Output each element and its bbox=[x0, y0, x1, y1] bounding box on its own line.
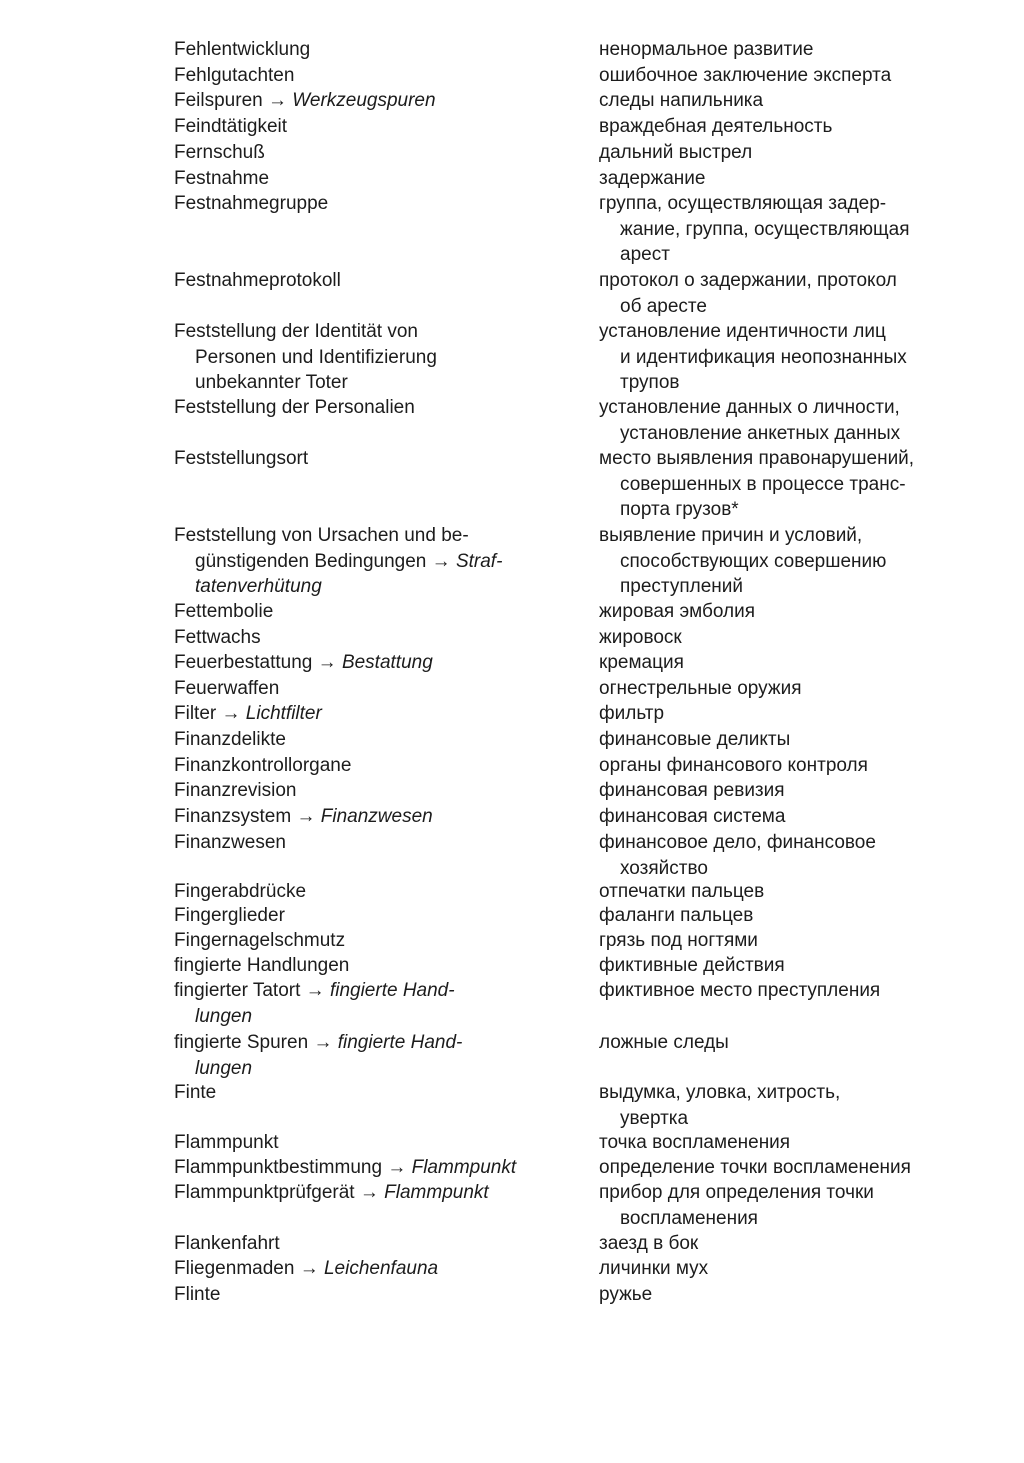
term-text: Fettwachs bbox=[174, 627, 261, 648]
russian-translation bbox=[599, 804, 979, 830]
german-term-line bbox=[174, 549, 554, 575]
term-text: Festnahmegruppe bbox=[174, 193, 329, 214]
german-term-line bbox=[174, 778, 554, 804]
russian-translation-line: грязь под ногтями bbox=[599, 930, 758, 951]
german-term bbox=[174, 778, 554, 804]
german-term-line bbox=[174, 63, 554, 89]
russian-translation-line: задержание bbox=[599, 168, 706, 189]
russian-translation bbox=[599, 727, 979, 753]
german-term bbox=[174, 1080, 554, 1106]
term-text: fingierte Spuren bbox=[174, 1032, 309, 1053]
russian-translation-line: жировая эмболия bbox=[599, 601, 756, 622]
term-text: Feuerwaffen bbox=[174, 678, 280, 699]
german-term bbox=[174, 166, 554, 192]
cross-reference: lungen bbox=[195, 1005, 253, 1027]
russian-translation bbox=[599, 879, 979, 905]
russian-translation bbox=[599, 676, 979, 702]
russian-translation-line: преступлений bbox=[620, 576, 743, 597]
russian-translation-line: фильтр bbox=[599, 703, 665, 724]
russian-translation-line: установление анкетных данных bbox=[620, 422, 901, 444]
russian-translation bbox=[599, 978, 979, 1004]
term-text: Festnahme bbox=[174, 168, 270, 189]
russian-translation bbox=[599, 446, 979, 523]
cross-reference: tatenverhütung bbox=[195, 576, 322, 597]
term-text: fingierter Tatort bbox=[174, 980, 301, 1001]
term-text: Flinte bbox=[174, 1284, 221, 1305]
german-term bbox=[174, 928, 554, 954]
german-term-line bbox=[174, 753, 554, 779]
russian-translation bbox=[599, 395, 979, 446]
german-term-line bbox=[174, 1231, 554, 1257]
german-term-line bbox=[174, 114, 554, 140]
russian-translation-line: фиктивное место преступления bbox=[599, 980, 881, 1001]
russian-translation bbox=[599, 903, 979, 929]
russian-translation bbox=[599, 1180, 979, 1231]
russian-translation-line: органы финансового контроля bbox=[599, 755, 868, 776]
term-text: Fingerabdrücke bbox=[174, 881, 307, 902]
russian-translation bbox=[599, 753, 979, 779]
german-term bbox=[174, 1231, 554, 1257]
german-term-line bbox=[174, 1030, 554, 1056]
term-text: Feststellungsort bbox=[174, 448, 309, 469]
arrow-icon: → bbox=[221, 703, 241, 724]
term-text: Fernschuß bbox=[174, 142, 265, 163]
russian-translation-line: ненормальное развитие bbox=[599, 39, 814, 60]
russian-translation-line: огнестрельные оружия bbox=[599, 678, 802, 699]
russian-translation-line: протокол о задержании, протокол bbox=[599, 270, 897, 291]
german-term-line bbox=[174, 574, 554, 600]
russian-translation-line: место выявления правонарушений, bbox=[599, 448, 915, 469]
russian-translation bbox=[599, 650, 979, 676]
term-text: Fliegenmaden bbox=[174, 1258, 295, 1279]
german-term-line bbox=[174, 879, 554, 905]
term-text: Fehlgutachten bbox=[174, 65, 295, 86]
russian-translation-line: порта грузов* bbox=[620, 499, 739, 520]
russian-translation bbox=[599, 1256, 979, 1282]
term-text: Finanzrevision bbox=[174, 780, 297, 801]
german-term-line bbox=[174, 1180, 554, 1206]
german-term-line bbox=[174, 523, 554, 549]
german-term bbox=[174, 625, 554, 651]
russian-translation bbox=[599, 1130, 979, 1156]
russian-translation bbox=[599, 140, 979, 166]
term-text: Fettembolie bbox=[174, 601, 274, 622]
russian-translation-line: жание, группа, осуществляющая bbox=[620, 218, 910, 240]
german-term-line bbox=[174, 727, 554, 753]
german-term-line bbox=[174, 1282, 554, 1308]
russian-translation-line: и идентификация неопознанных bbox=[620, 346, 907, 368]
german-term bbox=[174, 1130, 554, 1156]
german-term bbox=[174, 727, 554, 753]
german-term bbox=[174, 63, 554, 89]
russian-translation-line: установление данных о личности, bbox=[599, 397, 900, 418]
german-term-line bbox=[174, 928, 554, 954]
german-term bbox=[174, 523, 554, 600]
arrow-icon: → bbox=[387, 1157, 407, 1178]
term-text: Festnahmeprotokoll bbox=[174, 270, 341, 291]
german-term bbox=[174, 701, 554, 727]
arrow-icon: → bbox=[305, 980, 325, 1001]
cross-reference: Bestattung bbox=[341, 652, 433, 673]
german-term bbox=[174, 88, 554, 114]
russian-translation bbox=[599, 37, 979, 63]
russian-translation-line: финансовые деликты bbox=[599, 729, 791, 750]
german-term-line bbox=[174, 395, 554, 421]
german-term-line bbox=[174, 903, 554, 929]
russian-translation-line: личинки мух bbox=[599, 1258, 709, 1279]
russian-translation-line: отпечатки пальцев bbox=[599, 881, 765, 902]
german-term bbox=[174, 650, 554, 676]
german-term-line bbox=[174, 953, 554, 979]
russian-translation bbox=[599, 1231, 979, 1257]
russian-translation-line: выдумка, уловка, хитрость, bbox=[599, 1082, 841, 1103]
term-text: Fingernagelschmutz bbox=[174, 930, 346, 951]
german-term-line bbox=[174, 370, 554, 396]
arrow-icon: → bbox=[268, 90, 287, 111]
german-term-line bbox=[174, 166, 554, 192]
russian-translation-line: финансовая система bbox=[599, 806, 786, 827]
german-term bbox=[174, 953, 554, 979]
german-term-line bbox=[174, 599, 554, 625]
russian-translation bbox=[599, 778, 979, 804]
german-term-line bbox=[174, 830, 554, 856]
cross-reference: lungen bbox=[195, 1057, 253, 1079]
german-term-line bbox=[174, 1130, 554, 1156]
german-term bbox=[174, 830, 554, 856]
arrow-icon: → bbox=[313, 1032, 333, 1053]
russian-translation-line: прибор для определения точки bbox=[599, 1182, 874, 1203]
russian-translation bbox=[599, 523, 979, 600]
cross-reference: Lichtfilter bbox=[245, 703, 322, 724]
russian-translation-line: трупов bbox=[620, 372, 680, 393]
russian-translation-line: ружье bbox=[599, 1284, 653, 1305]
russian-translation bbox=[599, 191, 979, 268]
german-term bbox=[174, 1155, 554, 1181]
russian-translation-line: фаланги пальцев bbox=[599, 905, 754, 926]
german-term bbox=[174, 903, 554, 929]
cross-reference: Straf- bbox=[455, 550, 503, 572]
russian-translation-line: воспламенения bbox=[620, 1207, 758, 1229]
term-text: Flammpunktprüfgerät bbox=[174, 1182, 355, 1203]
term-text: Feststellung der Identität von bbox=[174, 321, 418, 342]
russian-translation-line: выявление причин и условий, bbox=[599, 525, 863, 546]
german-term-line bbox=[174, 37, 554, 63]
russian-translation bbox=[599, 166, 979, 192]
german-term-line bbox=[174, 319, 554, 345]
german-term-line bbox=[174, 1080, 554, 1106]
russian-translation bbox=[599, 1030, 979, 1056]
german-term bbox=[174, 753, 554, 779]
russian-translation-line: хозяйство bbox=[620, 857, 708, 879]
term-text: Flankenfahrt bbox=[174, 1233, 280, 1254]
russian-translation bbox=[599, 599, 979, 625]
russian-translation-line: об аресте bbox=[620, 295, 707, 317]
term-text: Flammpunkt bbox=[174, 1132, 279, 1153]
arrow-icon: → bbox=[317, 652, 337, 673]
term-text: Flammpunktbestimmung bbox=[174, 1157, 383, 1178]
cross-reference: Werkzeugspuren bbox=[292, 90, 436, 111]
german-term-line bbox=[174, 268, 554, 294]
german-term bbox=[174, 676, 554, 702]
german-term-line bbox=[174, 1004, 554, 1030]
german-term-line bbox=[174, 345, 554, 371]
russian-translation bbox=[599, 701, 979, 727]
term-text: Feindtätigkeit bbox=[174, 116, 288, 137]
russian-translation bbox=[599, 268, 979, 319]
arrow-icon: → bbox=[431, 550, 451, 572]
term-text: Finanzkontrollorgane bbox=[174, 755, 352, 776]
german-term-line bbox=[174, 701, 554, 727]
term-text: Finanzdelikte bbox=[174, 729, 286, 750]
german-term-line bbox=[174, 1256, 554, 1282]
russian-translation-line: определение точки воспламенения bbox=[599, 1157, 911, 1178]
term-text: Finanzsystem bbox=[174, 806, 292, 827]
term-text: Filter bbox=[174, 703, 217, 724]
russian-translation-line: увертка bbox=[620, 1107, 689, 1129]
term-text: fingierte Handlungen bbox=[174, 955, 350, 976]
russian-translation-line: установление идентичности лиц bbox=[599, 321, 886, 342]
german-term bbox=[174, 1180, 554, 1206]
russian-translation-line: кремация bbox=[599, 652, 684, 673]
russian-translation-line: арест bbox=[620, 244, 670, 265]
cross-reference: Finanzwesen bbox=[320, 806, 433, 827]
term-text: Feilspuren bbox=[174, 90, 263, 111]
arrow-icon: → bbox=[299, 1258, 319, 1279]
russian-translation-line: следы напильника bbox=[599, 90, 764, 111]
german-term-line bbox=[174, 140, 554, 166]
russian-translation-line: группа, осуществляющая задер- bbox=[599, 193, 887, 214]
german-term-line bbox=[174, 88, 554, 114]
german-term bbox=[174, 395, 554, 421]
german-term-line bbox=[174, 1155, 554, 1181]
german-term bbox=[174, 1282, 554, 1308]
russian-translation-line: способствующих совершению bbox=[620, 550, 887, 572]
german-term-line bbox=[174, 625, 554, 651]
term-text: Feststellung der Personalien bbox=[174, 397, 415, 418]
russian-translation bbox=[599, 1282, 979, 1308]
russian-translation-line: фиктивные действия bbox=[599, 955, 785, 976]
german-term bbox=[174, 978, 554, 1029]
russian-translation bbox=[599, 1080, 979, 1131]
russian-translation bbox=[599, 928, 979, 954]
russian-translation-line: ошибочное заключение эксперта bbox=[599, 65, 892, 86]
german-term bbox=[174, 804, 554, 830]
russian-translation-line: финансовая ревизия bbox=[599, 780, 785, 801]
cross-reference: Flammpunkt bbox=[384, 1182, 489, 1203]
term-text: Finanzwesen bbox=[174, 832, 286, 853]
german-term bbox=[174, 114, 554, 140]
term-text: günstigenden Bedingungen bbox=[195, 550, 427, 572]
russian-translation-line: заезд в бок bbox=[599, 1233, 699, 1254]
term-text: Finte bbox=[174, 1082, 217, 1103]
russian-translation bbox=[599, 953, 979, 979]
russian-translation bbox=[599, 114, 979, 140]
arrow-icon: → bbox=[296, 806, 316, 827]
cross-reference: fingierte Hand- bbox=[337, 1032, 463, 1053]
term-text: Fingerglieder bbox=[174, 905, 285, 926]
russian-translation-line: дальний выстрел bbox=[599, 142, 753, 163]
russian-translation bbox=[599, 88, 979, 114]
german-term-line bbox=[174, 804, 554, 830]
russian-translation bbox=[599, 830, 979, 881]
russian-translation-line: финансовое дело, финансовое bbox=[599, 832, 876, 853]
german-term bbox=[174, 268, 554, 294]
german-term-line bbox=[174, 650, 554, 676]
german-term-line bbox=[174, 676, 554, 702]
russian-translation-line: ложные следы bbox=[599, 1032, 729, 1053]
german-term bbox=[174, 446, 554, 472]
term-text: unbekannter Toter bbox=[195, 372, 348, 393]
german-term bbox=[174, 879, 554, 905]
german-term bbox=[174, 319, 554, 396]
german-term-line bbox=[174, 978, 554, 1004]
arrow-icon: → bbox=[359, 1182, 379, 1203]
german-term-line bbox=[174, 1056, 554, 1082]
term-text: Personen und Identifizierung bbox=[195, 346, 437, 368]
russian-translation bbox=[599, 1155, 979, 1181]
term-text: Feststellung von Ursachen und be- bbox=[174, 525, 469, 546]
cross-reference: Flammpunkt bbox=[411, 1157, 517, 1178]
cross-reference: fingierte Hand- bbox=[329, 980, 455, 1001]
german-term-line bbox=[174, 191, 554, 217]
russian-translation bbox=[599, 63, 979, 89]
russian-translation-line: жировоск bbox=[599, 627, 682, 648]
german-term bbox=[174, 37, 554, 63]
russian-translation-line: точка воспламенения bbox=[599, 1132, 791, 1153]
term-text: Feuerbestattung bbox=[174, 652, 313, 673]
german-term bbox=[174, 1030, 554, 1081]
german-term bbox=[174, 191, 554, 217]
german-term-line bbox=[174, 446, 554, 472]
german-term bbox=[174, 140, 554, 166]
term-text: Fehlentwicklung bbox=[174, 39, 311, 60]
german-term bbox=[174, 1256, 554, 1282]
russian-translation-line: совершенных в процессе транс- bbox=[620, 473, 906, 495]
cross-reference: Leichenfauna bbox=[323, 1258, 439, 1279]
russian-translation-line: враждебная деятельность bbox=[599, 116, 833, 137]
russian-translation bbox=[599, 625, 979, 651]
russian-translation bbox=[599, 319, 979, 396]
german-term bbox=[174, 599, 554, 625]
